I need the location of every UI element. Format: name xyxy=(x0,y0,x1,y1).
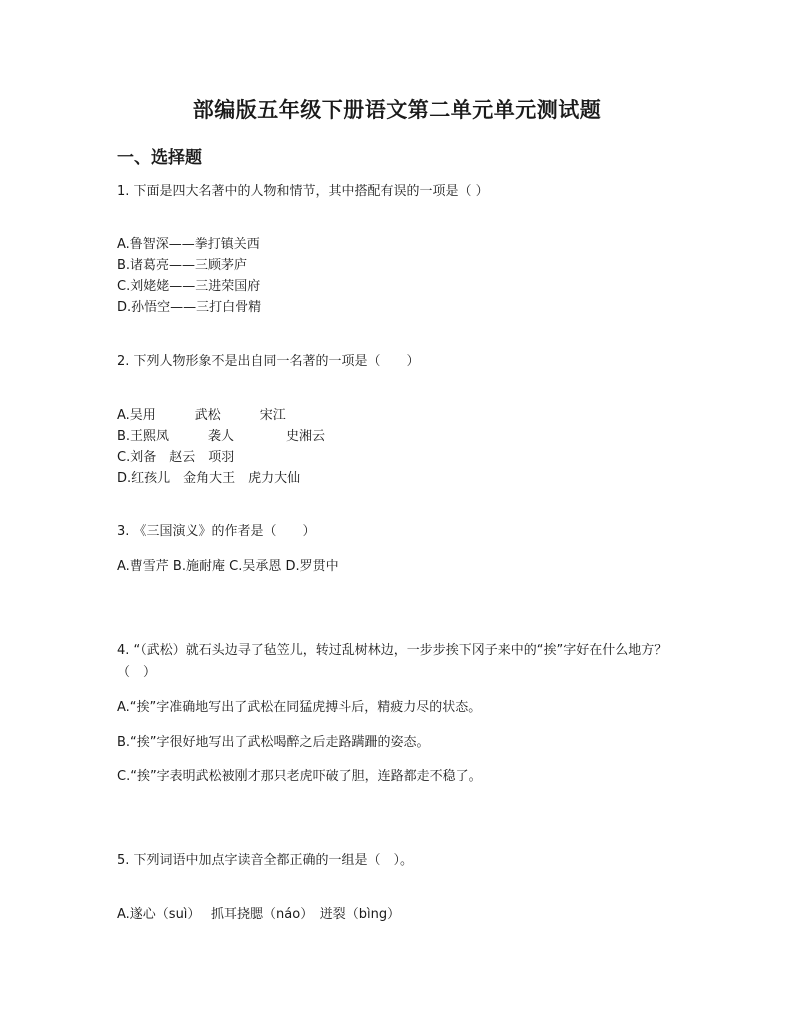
question-2-option-a: A.吴用 武松 宋江 xyxy=(117,408,286,423)
question-4-option-a: A.“挨”字准确地写出了武松在同猛虎搏斗后，精疲力尽的状态。 xyxy=(117,700,482,715)
question-1-option-b: B.诸葛亮——三顾茅庐 xyxy=(117,258,248,273)
page-title: 部编版五年级下册语文第二单元单元测试题 xyxy=(192,97,602,122)
question-2-option-b: B.王熙凤 袭人 史湘云 xyxy=(117,429,326,444)
question-3-options: A.曹雪芹 B.施耐庵 C.吴承恩 D.罗贯中 xyxy=(117,559,339,574)
question-5-stem: 5. 下列词语中加点字读音全都正确的一组是（ ）。 xyxy=(117,853,414,868)
question-2-stem: 2. 下列人物形象不是出自同一名著的一项是（ ） xyxy=(117,354,420,369)
question-1-option-d: D.孙悟空——三打白骨精 xyxy=(117,300,262,315)
question-4-option-c: C.“挨”字表明武松被刚才那只老虎吓破了胆，连路都走不稳了。 xyxy=(117,769,482,784)
section-heading: 一、选择题 xyxy=(117,148,202,168)
question-1-stem: 1. 下面是四大名著中的人物和情节，其中搭配有误的一项是（ ） xyxy=(117,184,489,199)
question-4-option-b: B.“挨”字很好地写出了武松喝醉之后走路蹒跚的姿态。 xyxy=(117,735,430,750)
question-2-option-c: C.刘备 赵云 项羽 xyxy=(117,450,235,465)
question-1-option-c: C.刘姥姥——三进荣国府 xyxy=(117,279,261,294)
question-5-option-a: A.遂心（suì） 抓耳挠腮（náo） 迸裂（bìng） xyxy=(117,907,401,922)
question-4-stem: 4. “（武松）就石头边寻了毡笠儿，转过乱树林边，一步步挨下冈子来中的“挨”字好在什么地方？（ ） xyxy=(117,643,668,680)
question-3-stem: 3. 《三国演义》的作者是（ ） xyxy=(117,524,316,539)
question-1-option-a: A.鲁智深——拳打镇关西 xyxy=(117,237,260,252)
question-2-option-d: D.红孩儿 金角大王 虎力大仙 xyxy=(117,471,301,486)
